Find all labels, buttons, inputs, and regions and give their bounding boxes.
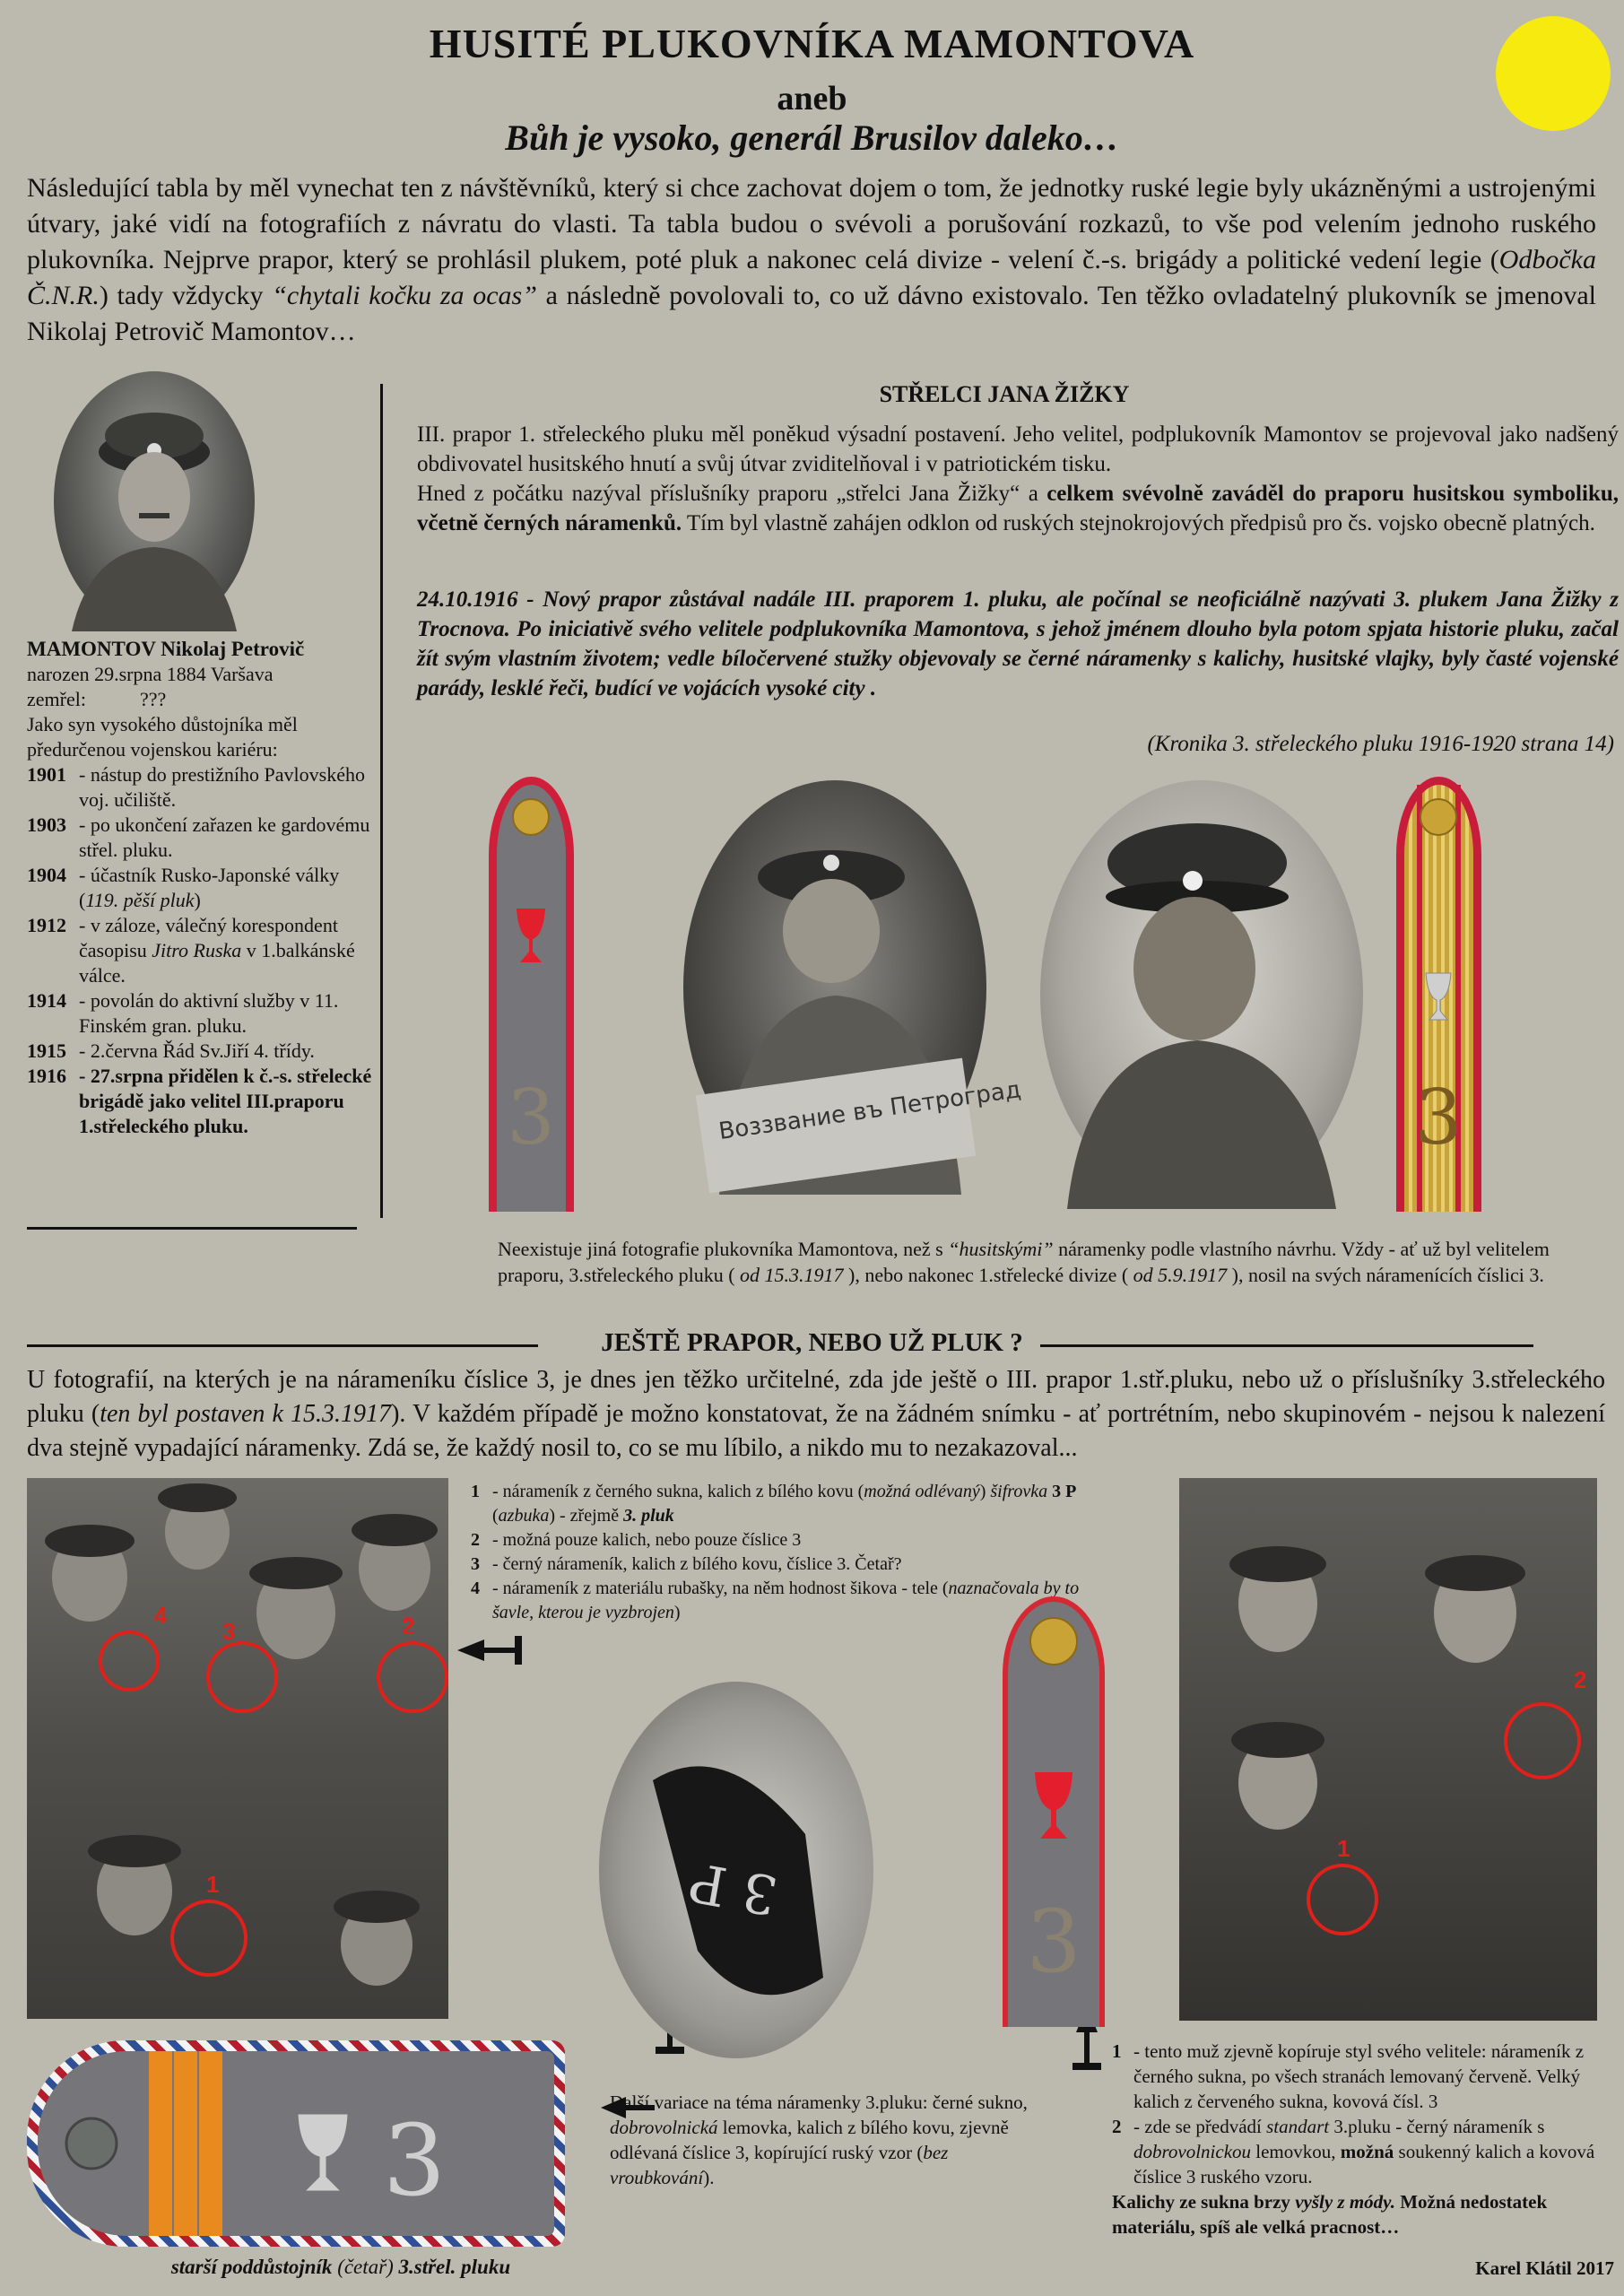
intro-paragraph: Následující tabla by měl vynechat ten z návštěvníků, který si chce zachovat dojem o tom, že jednotky ruské legie byly ukázněnými a ustrojenými útvary, jaké vidí na fotografiích z návratu do vlasti. Ta tabla budou o svévoli a porušování rozkazů, to vše pod velením jednoho ruského plukovníka. Nejprve prapor, který se prohlásil plukem, poté pluk a nakonec celá divize - velení č.-s. brigády a politické vedení legie (Odbočka Č.N.R.) tady vždycky “chytali kočku za ocas” a následně povolovali to, co už dávno existovalo. Ten těžko ovladatelný plukovník se jmenoval Nikolaj Petrovič Mamontov… [27,173,1597,346]
page-subtitle: Bůh je vysoko, generál Brusilov daleko… [505,117,1119,158]
group-photo-right [1179,1478,1597,2021]
marker-circle [206,1641,278,1713]
marker-number: 2 [402,1613,415,1639]
shoulder-strap-sergeant [27,2040,565,2247]
photo-shoulder-closeup [599,1682,873,2058]
biography [27,637,377,1139]
marker-number: 4 [154,1602,168,1629]
photo-mamontov-newspaper [683,780,1023,1195]
timeline-entry: 1912 - v záloze, válečný korespondent časopisu Jitro Ruska v 1.balkánské válce. [27,914,355,987]
chalice-icon [298,2114,348,2191]
bio-intro: Jako syn vysokého důstojníka měl předurčenou vojenskou kariéru: [27,713,298,761]
timeline-entry: 1915 - 2.června Řád Sv.Jiří 4. třídy. [27,1039,315,1062]
mamontov-portrait [54,371,255,631]
bio-born: narozen 29.srpna 1884 Varšava [27,663,274,685]
page-title: HUSITÉ PLUKOVNÍKA MAMONTOVA [429,21,1195,66]
strap-caption: starší poddůstojník (četař) 3.střel. pluku [170,2256,511,2278]
shoulder-strap-red-border [1003,1596,1105,2027]
legend-item: 1 - nárameník z černého sukna, kalich z bílého kovu (možná odlévaný) šifrovka 3 Р (azbuka) - zřejmě 3. pluk [471,1482,1077,1526]
marker-circle [1504,1702,1581,1779]
chalice-icon [1426,973,1451,1020]
legend-item: 3 - černý nárameník, kalich z bílého kovu, číslice 3. Četař? [471,1554,902,1574]
svg-text:3: 3 [1026,1892,1081,1992]
svg-text:3 Р: 3 Р [684,1849,783,1926]
author-signature: Karel Klátil 2017 [1475,2257,1614,2279]
marker-circle [170,1900,248,1977]
marker-circle [377,1641,448,1713]
column-divider [380,384,383,1218]
marker-number: 2 [1574,1666,1587,1693]
chronicle-quote: 24.10.1916 - Nový prapor zůstával nadále III. praporem 1. pluku, ale počínal se neoficiálně nazývati 3. plukem Jana Žižky z Trocnova. Po iniciativě svého velitele podplukovníka Mamontova, s jehož jménem dlouho byla potom spjata historie pluku, začal žít svým vlastním životem; vedle bíločervené stužky objevovaly se černé náramenky s kalichy, husitské vlajky, byly časté vojenské parády, lesklé řeči, budící ve vojácích vysoké city . [417,587,1619,700]
svg-text:Воззвание въ Петроград: Воззвание въ Петроград [716,1076,1023,1146]
timeline-entry: 1903 - po ukončení zařazen ke gardovému střel. pluku. [27,813,370,861]
shoulder-strap-gold [1396,777,1481,1212]
variant-caption: Další variace na téma náramenky 3.pluku: černé sukno, dobrovolnická lemovka, kalich z bílého kovu, zjevně odlévaná číslice 3, kopírující ruský vzor (bez vroubkování). [610,2092,1028,2188]
timeline-entry: 1901 - nástup do prestižního Pavlovského voj. učiliště. [27,763,365,811]
bio-died: zemřel: ??? [27,688,167,710]
legend-item: 1 - tento muž zjevně kopíruje styl svého velitele: nárameník z černého sukna, po všech stranách lemovaný červeně. Velký kalich z červeného sukna, kovová čísl. 3 [1112,2040,1585,2112]
legend-item: 2 - možná pouze kalich, nebo pouze číslice 3 [471,1530,802,1550]
sun-decoration [1496,16,1611,131]
bio-underline [27,1227,357,1230]
shoulder-strap-grey [489,777,574,1212]
marker-number: 1 [1337,1835,1350,1862]
marker-circle [99,1631,160,1692]
legend-item: 4 - nárameník z materiálu rubašky, na něm hodnost šikova - tele (naznačovala by to šavle, kterou je vyzbrojen) [471,1578,1080,1622]
group-photo-left [27,1478,448,2019]
marker-number: 3 [222,1618,236,1645]
section2-text: U fotografií, na kterých je na nárameníku číslice 3, je dnes jen těžko určitelné, zda jde ještě o III. prapor 1.stř.pluku, nebo už o příslušníky 3.střeleckého pluku (ten byl postaven k 15.3.1917). V každém případě je možno konstatovat, že na žádném snímku - ať portrétním, nebo skupinovém - nejsou k nalezení dva stejně vypadající náramenky. Zdá se, že každý nosil to, co se mu líbilo, a nikdo mu to nezakazoval... [27,1366,1606,1462]
timeline-entry: 1914 - povolán do aktivní služby v 11. Finském gran. pluku. [27,989,339,1037]
marker-number: 1 [206,1871,220,1898]
svg-text:3: 3 [1414,1074,1463,1161]
timeline-entry: 1904 - účastník Rusko-Japonské války (119. pěší pluk) [27,864,340,911]
marker-legend [471,1480,1081,1625]
legend-item: 2 - zde se předvádí standart 3.pluku - černý nárameník s dobrovolnickou lemovkou, možná soukenný kalich a kovová číslice 3 ruského vzoru. [1112,2116,1595,2187]
svg-text:3: 3 [507,1074,555,1161]
timeline-entry: 1916 - 27.srpna přidělen k č.-s. střelecké brigádě jako velitel III.praporu 1.střeleckého pluku. [27,1065,372,1137]
bio-name: MAMONTOV Nikolaj Petrovič [27,638,305,660]
photo-caption: Neexistuje jiná fotografie plukovníka Mamontova, než s “husitskými” náramenky podle vlastního návrhu. Vždy - ať už byl velitelem praporu, 3.střeleckého pluku ( od 15.3.1917 ), nebo nakonec 1.střelecké divize ( od 5.9.1917 ), nosil na svých náramenících číslici 3. [498,1238,1550,1286]
arrow-left-icon [457,1632,529,1668]
title-connector: aneb [777,80,847,117]
marker-circle [1307,1864,1378,1935]
right-legend [1112,2039,1601,2239]
heading-rule-right [1040,1344,1533,1347]
section-heading-prapor: JEŠTĚ PRAPOR, NEBO UŽ PLUK ? [601,1328,1023,1357]
chalice-icon [1035,1772,1073,1839]
section1-text: III. prapor 1. střeleckého pluku měl poněkud výsadní postavení. Jeho velitel, podplukovník Mamontov se projevoval jako nadšený obdivovatel husitského hnutí a svůj útvar zviditelňoval i v patriotickém tisku. Hned z počátku nazýval příslušníky praporu „střelci Jana Žižky“ a celkem svévolně zaváděl do praporu husitskou symboliku, včetně černých náramenků. Tím byl vlastně zahájen odklon od ruských stejnokrojových předpisů pro čs. vojsko obecně platných. [417,422,1619,535]
chronicle-source: (Kronika 3. střeleckého pluku 1916-1920 strana 14) [1147,732,1614,756]
closing-note: Kalichy ze sukna brzy vyšly z módy. Možná nedostatek materiálu, spíš ale velká pracnost… [1112,2191,1548,2238]
svg-text:3: 3 [383,2103,446,2218]
chalice-icon [517,909,545,962]
photo-mamontov-portrait [1040,780,1363,1209]
section-heading-zizka: STŘELCI JANA ŽIŽKY [879,381,1130,407]
